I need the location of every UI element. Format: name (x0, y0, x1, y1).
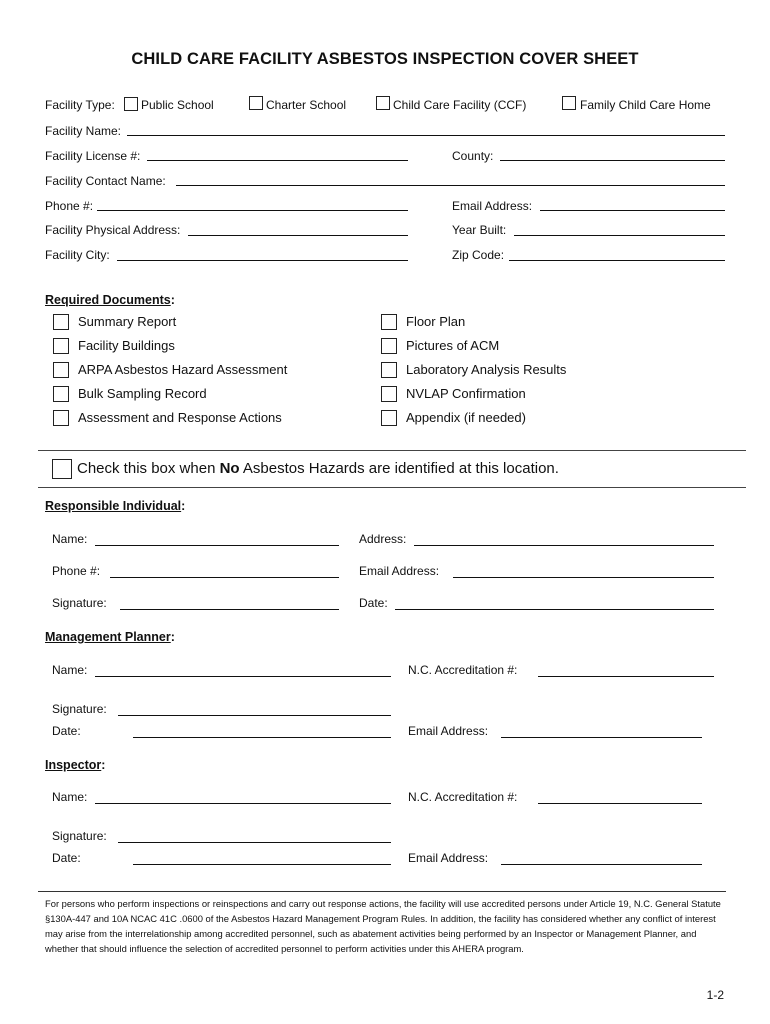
county-label: County: (452, 149, 494, 163)
checkbox-arpa-assessment[interactable] (53, 362, 69, 378)
checkbox-nvlap[interactable] (381, 386, 397, 402)
responsible-email-field[interactable] (453, 577, 714, 578)
facility-contact-field[interactable] (176, 185, 725, 186)
facility-type-public-school: Public School (141, 98, 214, 112)
responsible-signature-label: Signature: (52, 596, 107, 610)
inspector-accreditation-label: N.C. Accreditation #: (408, 790, 518, 804)
footer-divider (38, 891, 726, 892)
facility-phone-label: Phone #: (45, 199, 94, 213)
doc-summary-report: Summary Report (78, 314, 177, 329)
checkbox-lab-results[interactable] (381, 362, 397, 378)
facility-license-field[interactable] (147, 160, 408, 161)
planner-accreditation-field[interactable] (538, 676, 714, 677)
checkbox-facility-buildings[interactable] (53, 338, 69, 354)
planner-name-field[interactable] (95, 676, 391, 677)
inspector-email-label: Email Address: (408, 851, 489, 865)
checkbox-appendix[interactable] (381, 410, 397, 426)
planner-email-label: Email Address: (408, 724, 489, 738)
checkbox-no-asbestos-hazards[interactable] (52, 459, 72, 479)
year-built-field[interactable] (514, 235, 725, 236)
doc-arpa-assessment: ARPA Asbestos Hazard Assessment (78, 362, 288, 377)
planner-signature-field[interactable] (118, 715, 391, 716)
responsible-individual-heading: Responsible Individual: (45, 499, 186, 513)
checkbox-public-school[interactable] (124, 97, 138, 111)
footer-disclaimer: For persons who perform inspections or reinspections and carry out response actions, the facility will use accredited persons under Article 19, N.C. General Statute §130A-447 and 10A NCAC 41C .0600 of the Asbestos Hazard Management Program Rules. In addition, the facility has considered whether any conflict of interest may arise from the interrelationship among accredited personnel, such as abatement activities being performed by an Inspector or Management Planner, and whether that should influence the selection of accredited personnel to perform activities under this AHERA program. (45, 898, 721, 954)
year-built-label: Year Built: (452, 223, 507, 237)
page-number: 1-2 (706, 988, 724, 1002)
facility-name-label: Facility Name: (45, 124, 122, 138)
facility-license-label: Facility License #: (45, 149, 141, 163)
checkbox-pictures-acm[interactable] (381, 338, 397, 354)
doc-assessment-response: Assessment and Response Actions (78, 410, 282, 425)
facility-email-field[interactable] (540, 210, 725, 211)
facility-address-field[interactable] (188, 235, 408, 236)
zip-code-label: Zip Code: (452, 248, 505, 262)
responsible-phone-field[interactable] (110, 577, 339, 578)
checkbox-floor-plan[interactable] (381, 314, 397, 330)
responsible-phone-label: Phone #: (52, 564, 101, 578)
facility-type-ccf: Child Care Facility (CCF) (393, 98, 527, 112)
inspector-name-field[interactable] (95, 803, 391, 804)
facility-type-charter-school: Charter School (266, 98, 347, 112)
doc-bulk-sampling: Bulk Sampling Record (78, 386, 207, 401)
facility-city-field[interactable] (117, 260, 408, 261)
divider-top (38, 450, 746, 451)
no-hazards-statement: Check this box when No Asbestos Hazards are identified at this location. (77, 460, 559, 477)
page-title: CHILD CARE FACILITY ASBESTOS INSPECTION COVER SHEET (131, 50, 639, 68)
inspector-signature-field[interactable] (118, 842, 391, 843)
responsible-address-field[interactable] (414, 545, 714, 546)
inspector-date-field[interactable] (133, 864, 391, 865)
checkbox-child-care-facility[interactable] (376, 96, 390, 110)
planner-signature-label: Signature: (52, 702, 107, 716)
facility-type-label: Facility Type: (45, 98, 115, 112)
checkbox-charter-school[interactable] (249, 96, 263, 110)
facility-email-label: Email Address: (452, 199, 533, 213)
checkbox-bulk-sampling[interactable] (53, 386, 69, 402)
doc-lab-results: Laboratory Analysis Results (406, 362, 567, 377)
planner-email-field[interactable] (501, 737, 702, 738)
planner-name-label: Name: (52, 663, 88, 677)
responsible-date-label: Date: (359, 596, 388, 610)
zip-code-field[interactable] (509, 260, 725, 261)
doc-pictures-acm: Pictures of ACM (406, 338, 500, 353)
divider-bottom (38, 487, 746, 488)
management-planner-heading: Management Planner: (45, 630, 175, 644)
responsible-signature-field[interactable] (120, 609, 339, 610)
planner-date-label: Date: (52, 724, 81, 738)
responsible-name-field[interactable] (95, 545, 339, 546)
inspector-heading: Inspector: (45, 758, 106, 772)
inspector-email-field[interactable] (501, 864, 702, 865)
responsible-name-label: Name: (52, 532, 88, 546)
inspector-date-label: Date: (52, 851, 81, 865)
planner-date-field[interactable] (133, 737, 391, 738)
planner-accreditation-label: N.C. Accreditation #: (408, 663, 518, 677)
responsible-date-field[interactable] (395, 609, 714, 610)
doc-floor-plan: Floor Plan (406, 314, 466, 329)
facility-type-family-home: Family Child Care Home (580, 98, 711, 112)
responsible-address-label: Address: (359, 532, 407, 546)
checkbox-summary-report[interactable] (53, 314, 69, 330)
checkbox-family-child-care-home[interactable] (562, 96, 576, 110)
doc-nvlap: NVLAP Confirmation (406, 386, 526, 401)
doc-appendix: Appendix (if needed) (406, 410, 526, 425)
responsible-email-label: Email Address: (359, 564, 440, 578)
required-documents-heading: Required Documents: (45, 293, 175, 307)
inspector-name-label: Name: (52, 790, 88, 804)
doc-facility-buildings: Facility Buildings (78, 338, 175, 353)
facility-phone-field[interactable] (97, 210, 408, 211)
facility-contact-label: Facility Contact Name: (45, 174, 166, 188)
facility-name-field[interactable] (127, 135, 725, 136)
inspector-accreditation-field[interactable] (538, 803, 702, 804)
facility-address-label: Facility Physical Address: (45, 223, 181, 237)
county-field[interactable] (500, 160, 725, 161)
facility-city-label: Facility City: (45, 248, 110, 262)
inspector-signature-label: Signature: (52, 829, 107, 843)
checkbox-assessment-response[interactable] (53, 410, 69, 426)
